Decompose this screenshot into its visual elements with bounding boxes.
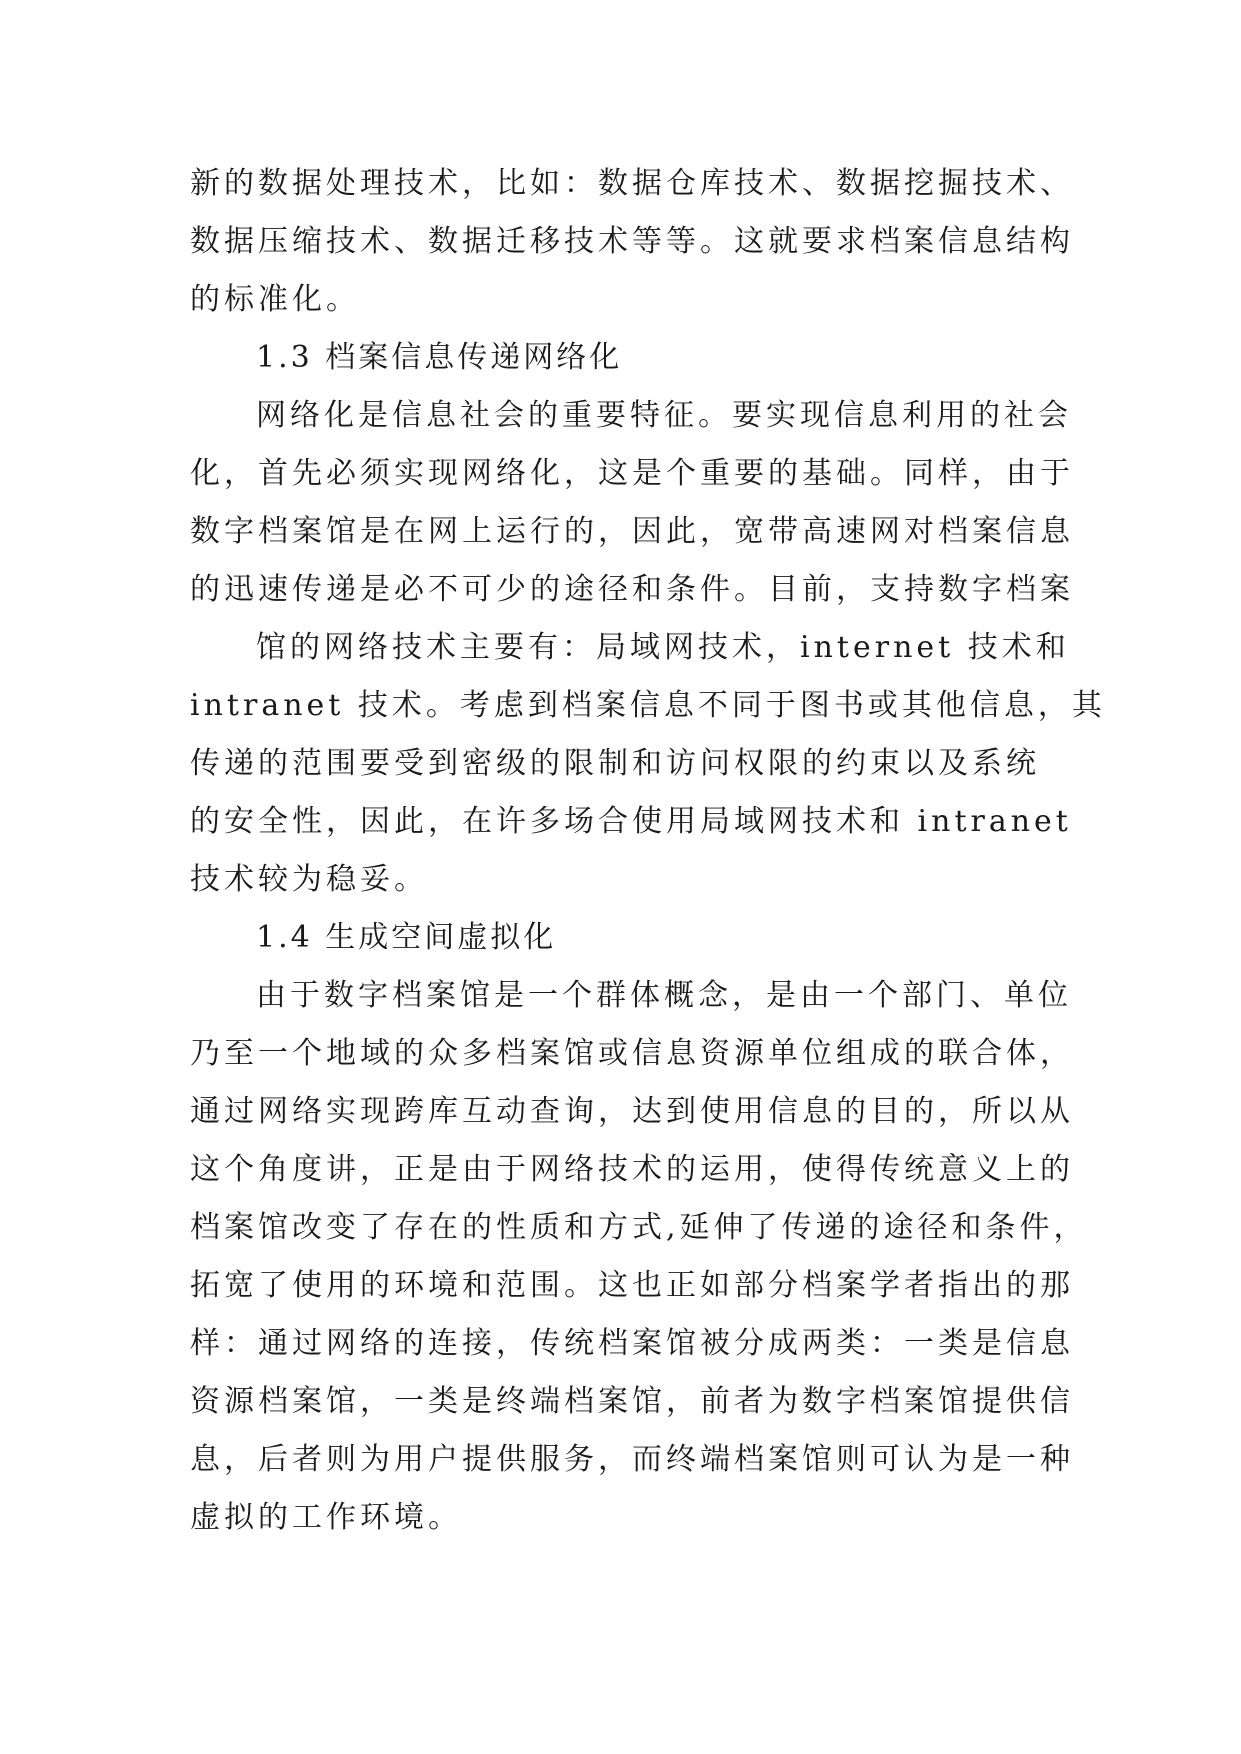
text-line: intranet 技术。考虑到档案信息不同于图书或其他信息，其 (190, 688, 1106, 723)
text-line: 由于数字档案馆是一个群体概念，是由一个部门、单位 (256, 978, 1072, 1013)
text-line: 传递的范围要受到密级的限制和访问权限的约束以及系统 (190, 746, 1040, 781)
text-line: 息，后者则为用户提供服务，而终端档案馆则可认为是一种 (190, 1442, 1074, 1477)
text-line: 拓宽了使用的环境和范围。这也正如部分档案学者指出的那 (190, 1268, 1074, 1303)
text-line: 网络化是信息社会的重要特征。要实现信息利用的社会 (256, 398, 1072, 433)
text-line: 通过网络实现跨库互动查询，达到使用信息的目的，所以从 (190, 1094, 1074, 1129)
text-line: 的标准化。 (190, 282, 360, 317)
text-line: 数字档案馆是在网上运行的，因此，宽带高速网对档案信息 (190, 514, 1074, 549)
text-line: 的迅速传递是必不可少的途径和条件。目前，支持数字档案 (190, 572, 1074, 607)
text-line: 馆的网络技术主要有：局域网技术，internet 技术和 (256, 630, 1070, 665)
text-line: 新的数据处理技术，比如：数据仓库技术、数据挖掘技术、 (190, 166, 1074, 201)
text-line: 数据压缩技术、数据迁移技术等等。这就要求档案信息结构 (190, 224, 1074, 259)
text-line: 技术较为稳妥。 (190, 862, 428, 897)
text-line: 档案馆改变了存在的性质和方式,延伸了传递的途径和条件， (190, 1210, 1088, 1245)
text-line: 样：通过网络的连接，传统档案馆被分成两类：一类是信息 (190, 1326, 1074, 1361)
text-line: 乃至一个地域的众多档案馆或信息资源单位组成的联合体， (190, 1036, 1074, 1071)
section-heading-1-4: 1.4 生成空间虚拟化 (256, 920, 557, 955)
text-line: 资源档案馆，一类是终端档案馆，前者为数字档案馆提供信 (190, 1384, 1074, 1419)
section-heading-1-3: 1.3 档案信息传递网络化 (256, 340, 623, 375)
text-line: 化，首先必须实现网络化，这是个重要的基础。同样，由于 (190, 456, 1074, 491)
text-line: 的安全性，因此，在许多场合使用局域网技术和 intranet (190, 804, 1072, 839)
text-line: 虚拟的工作环境。 (190, 1500, 462, 1535)
text-line: 这个角度讲，正是由于网络技术的运用，使得传统意义上的 (190, 1152, 1074, 1187)
body-text (190, 155, 1106, 1547)
